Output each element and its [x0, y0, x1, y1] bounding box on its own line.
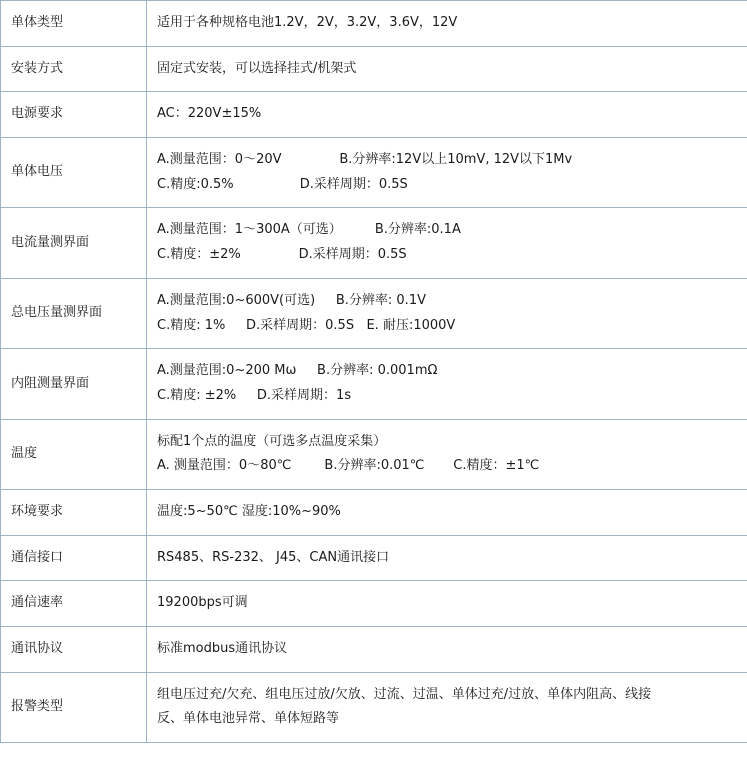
value-line: 适用于各种规格电池1.2V，2V，3.2V，3.6V，12V: [157, 15, 458, 30]
row-value: [147, 581, 747, 627]
value-line: A.测量范围:0~200 Mω B.分辨率: 0.001mΩ: [157, 363, 438, 379]
value-line: 组电压过充/欠充、组电压过放/欠放、过流、过温、单体过充/过放、单体内阻高、线接: [157, 686, 652, 702]
row-label: 电流量测界面: [1, 208, 147, 278]
row-value: [147, 138, 747, 208]
value-line: A.测量范围：0～20V B.分辨率:12V以上10mV, 12V以下1Mv: [157, 152, 573, 168]
table-row: [1, 489, 747, 535]
value-line: C.精度: 1% D.采样周期：0.5S E. 耐压:1000V: [157, 317, 456, 333]
row-value: [147, 489, 747, 535]
row-value: [147, 1, 747, 47]
row-value: [147, 627, 747, 673]
row-value: [147, 672, 747, 742]
table-row: [1, 138, 747, 208]
row-label: 环境要求: [1, 489, 147, 535]
row-label: 通讯协议: [1, 627, 147, 673]
row-label: 总电压量测界面: [1, 278, 147, 348]
row-value: [147, 46, 747, 92]
value-line: C.精度:0.5% D.采样周期：0.5S: [157, 176, 408, 192]
row-label: 通信速率: [1, 581, 147, 627]
row-label: 报警类型: [1, 672, 147, 742]
row-value: [147, 278, 747, 348]
value-line: A.测量范围:0~600V(可选) B.分辨率: 0.1V: [157, 292, 426, 308]
row-label: 温度: [1, 419, 147, 489]
value-line: C.精度: ±2% D.采样周期：1s: [157, 387, 352, 403]
row-label: 电源要求: [1, 92, 147, 138]
table-row: [1, 535, 747, 581]
row-value: [147, 208, 747, 278]
value-line: 19200bps可调: [157, 595, 248, 611]
table-row: [1, 672, 747, 742]
row-label: 通信接口: [1, 535, 147, 581]
row-label: 内阻测量界面: [1, 349, 147, 419]
row-value: [147, 419, 747, 489]
row-value: [147, 92, 747, 138]
table-row: [1, 92, 747, 138]
table-row: [1, 208, 747, 278]
value-line: 反、单体电池异常、单体短路等: [157, 711, 340, 727]
specification-table-body: [1, 1, 747, 743]
value-line: C.精度：±2% D.采样周期：0.5S: [157, 247, 407, 263]
row-value: [147, 349, 747, 419]
table-row: [1, 349, 747, 419]
value-line: A.测量范围：1～300A（可选） B.分辨率:0.1A: [157, 222, 461, 238]
table-row: [1, 278, 747, 348]
value-line: 标配1个点的温度（可选多点温度采集）: [157, 433, 387, 449]
row-label: 单体电压: [1, 138, 147, 208]
table-row: [1, 46, 747, 92]
value-line: AC：220V±15%: [157, 106, 262, 122]
value-line: 固定式安装，可以选择挂式/机架式: [157, 60, 357, 76]
row-label: 安装方式: [1, 46, 147, 92]
table-row: [1, 1, 747, 47]
value-line: A. 测量范围：0～80℃ B.分辨率:0.01℃ C.精度：±1℃: [157, 458, 540, 474]
row-value: [147, 535, 747, 581]
table-row: [1, 581, 747, 627]
table-row: [1, 419, 747, 489]
value-line: 标准modbus通讯协议: [157, 641, 288, 656]
value-line: 温度:5~50℃ 湿度:10%~90%: [157, 503, 341, 519]
row-label: 单体类型: [1, 1, 147, 47]
table-row: [1, 627, 747, 673]
value-line: RS485、RS-232、 J45、CAN通讯接口: [157, 549, 390, 565]
